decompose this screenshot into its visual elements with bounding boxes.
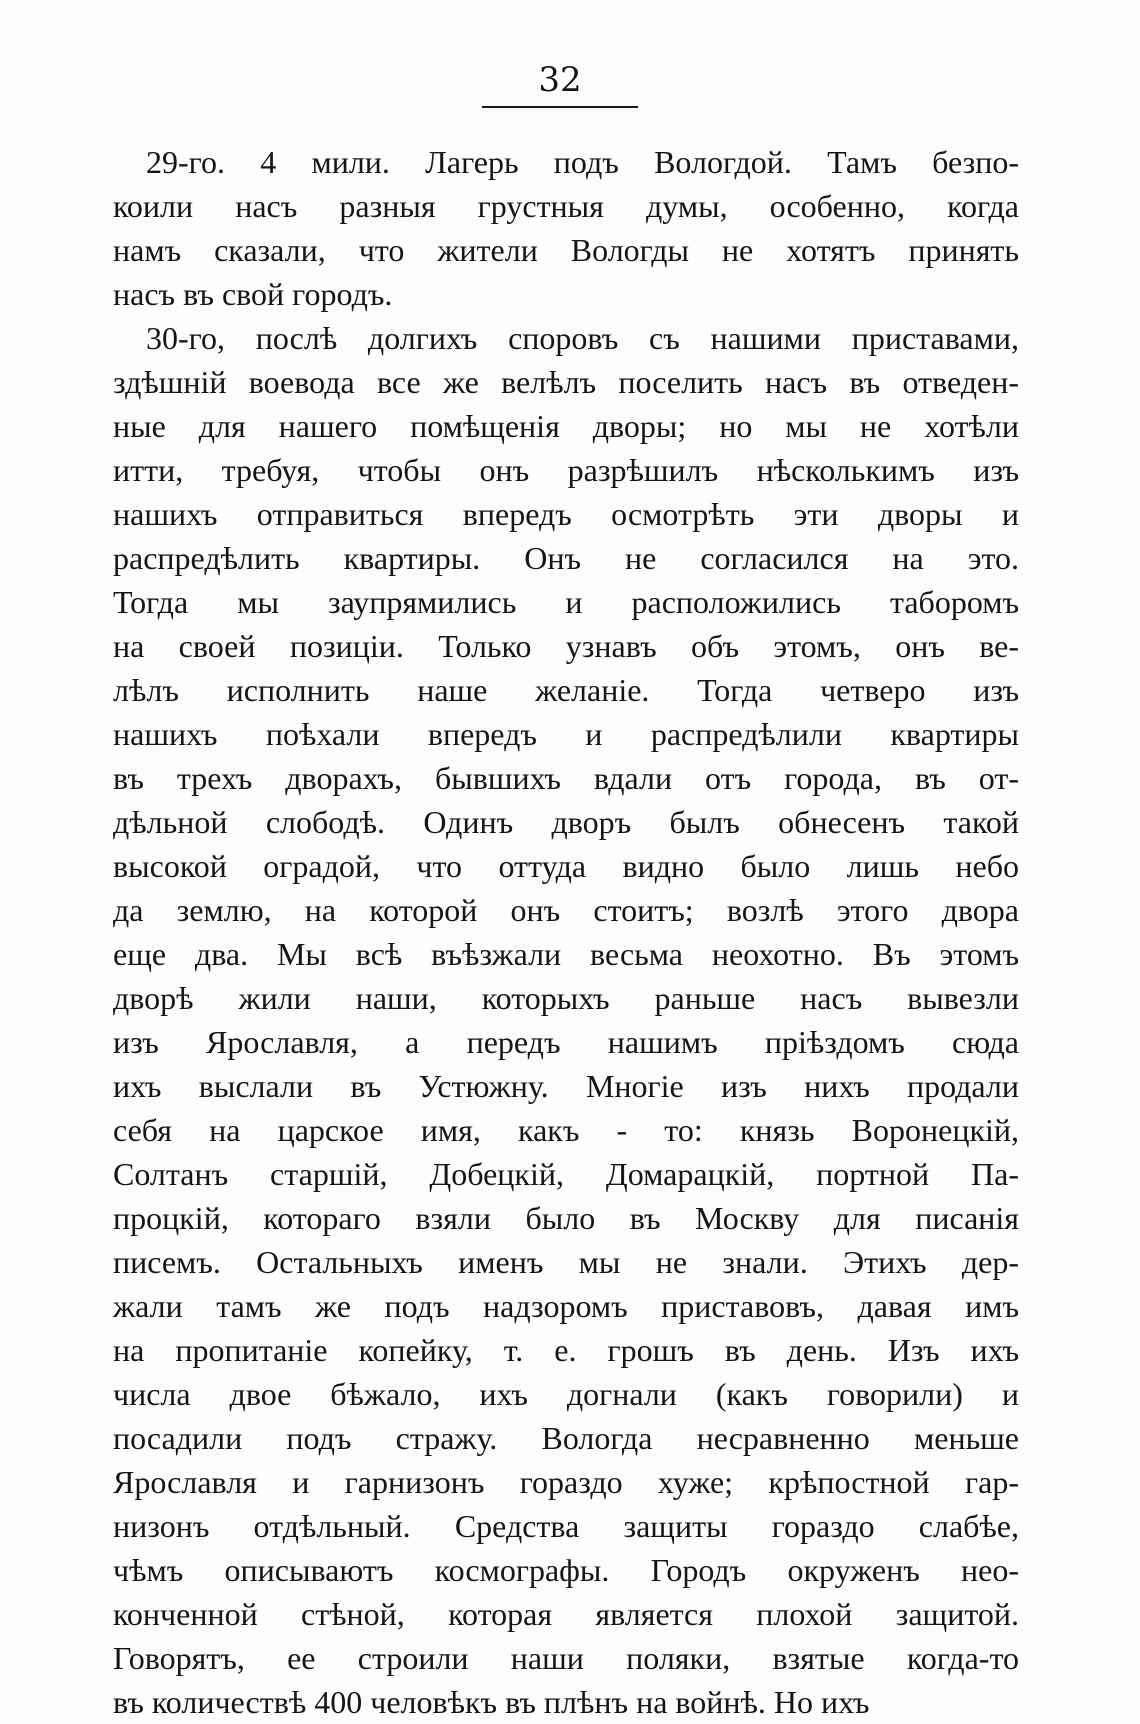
text-line: 29-го. 4 мили. Лагерь подъ Вологдой. Тамъ безпо-: [146, 144, 1019, 180]
text-line: Говорятъ, ее строили наши поляки, взятые когда-то: [113, 1640, 1019, 1676]
text-line: насъ въ свой городъ.: [113, 276, 393, 312]
text-line: намъ сказали, что жители Вологды не хотятъ принять: [113, 232, 1019, 268]
text-line: лѣлъ исполнить наше желаніе. Тогда четверо изъ: [113, 672, 1019, 708]
text-line: низонъ отдѣльный. Средства защиты гораздо слабѣе,: [113, 1508, 1019, 1544]
text-line: чѣмъ описываютъ космографы. Городъ окруженъ нео-: [113, 1552, 1019, 1588]
text-line: коили насъ разныя грустныя думы, особенно, когда: [113, 188, 1019, 224]
text-line: писемъ. Остальныхъ именъ мы не знали. Этихъ дер-: [113, 1244, 1019, 1280]
text-line: ихъ выслали въ Устюжну. Многіе изъ нихъ продали: [113, 1068, 1019, 1104]
text-line: себя на царское имя, какъ - то: князь Воронецкій,: [113, 1112, 1019, 1148]
text-line: числа двое бѣжало, ихъ догнали (какъ говорили) и: [113, 1376, 1019, 1412]
body-text: [113, 140, 1019, 1724]
text-line: въ количествѣ 400 человѣкъ въ плѣнъ на войнѣ. Но ихъ: [113, 1684, 870, 1720]
text-line: посадили подъ стражу. Вологда несравненно меньше: [113, 1420, 1019, 1456]
paragraph: [113, 140, 1019, 316]
text-line: здѣшній воевода все же велѣлъ поселить насъ въ отведен-: [113, 364, 1019, 400]
text-line: распредѣлить квартиры. Онъ не согласился на это.: [113, 540, 1019, 576]
page-number: 32: [538, 60, 582, 100]
text-line: еще два. Мы всѣ въѣзжали весьма неохотно. Въ этомъ: [113, 936, 1019, 972]
text-line: изъ Ярославля, а передъ нашимъ пріѣздомъ сюда: [113, 1024, 1019, 1060]
text-line: жали тамъ же подъ надзоромъ приставовъ, давая имъ: [113, 1288, 1019, 1324]
text-line: 30-го, послѣ долгихъ споровъ съ нашими приставами,: [146, 320, 1019, 356]
text-line: на пропитаніе копейку, т. е. грошъ въ день. Изъ ихъ: [113, 1332, 1019, 1368]
text-line: Солтанъ старшій, Добецкій, Домарацкій, портной Па-: [113, 1156, 1019, 1192]
text-line: на своей позиціи. Только узнавъ объ этомъ, онъ ве-: [113, 628, 1019, 664]
text-line: да землю, на которой онъ стоитъ; возлѣ этого двора: [113, 892, 1019, 928]
text-line: въ трехъ дворахъ, бывшихъ вдали отъ города, въ от-: [113, 760, 1019, 796]
text-line: нашихъ отправиться впередъ осмотрѣть эти дворы и: [113, 496, 1019, 532]
text-line: итти, требуя, чтобы онъ разрѣшилъ нѣсколькимъ изъ: [113, 452, 1019, 488]
paragraph: [113, 316, 1019, 1724]
text-line: конченной стѣной, которая является плохой защитой.: [113, 1596, 1019, 1632]
text-line: Ярославля и гарнизонъ гораздо хуже; крѣпостной гар-: [113, 1464, 1019, 1500]
text-line: ные для нашего помѣщенія дворы; но мы не хотѣли: [113, 408, 1019, 444]
text-line: высокой оградой, что оттуда видно было лишь небо: [113, 848, 1019, 884]
text-line: дѣльной слободѣ. Одинъ дворъ былъ обнесенъ такой: [113, 804, 1019, 840]
text-line: дворѣ жили наши, которыхъ раньше насъ вывезли: [113, 980, 1019, 1016]
text-line: Тогда мы заупрямились и расположились таборомъ: [113, 584, 1019, 620]
text-line: процкій, котораго взяли было въ Москву для писанія: [113, 1200, 1019, 1236]
text-line: нашихъ поѣхали впередъ и распредѣлили квартиры: [113, 716, 1019, 752]
header-rule: [482, 106, 638, 108]
